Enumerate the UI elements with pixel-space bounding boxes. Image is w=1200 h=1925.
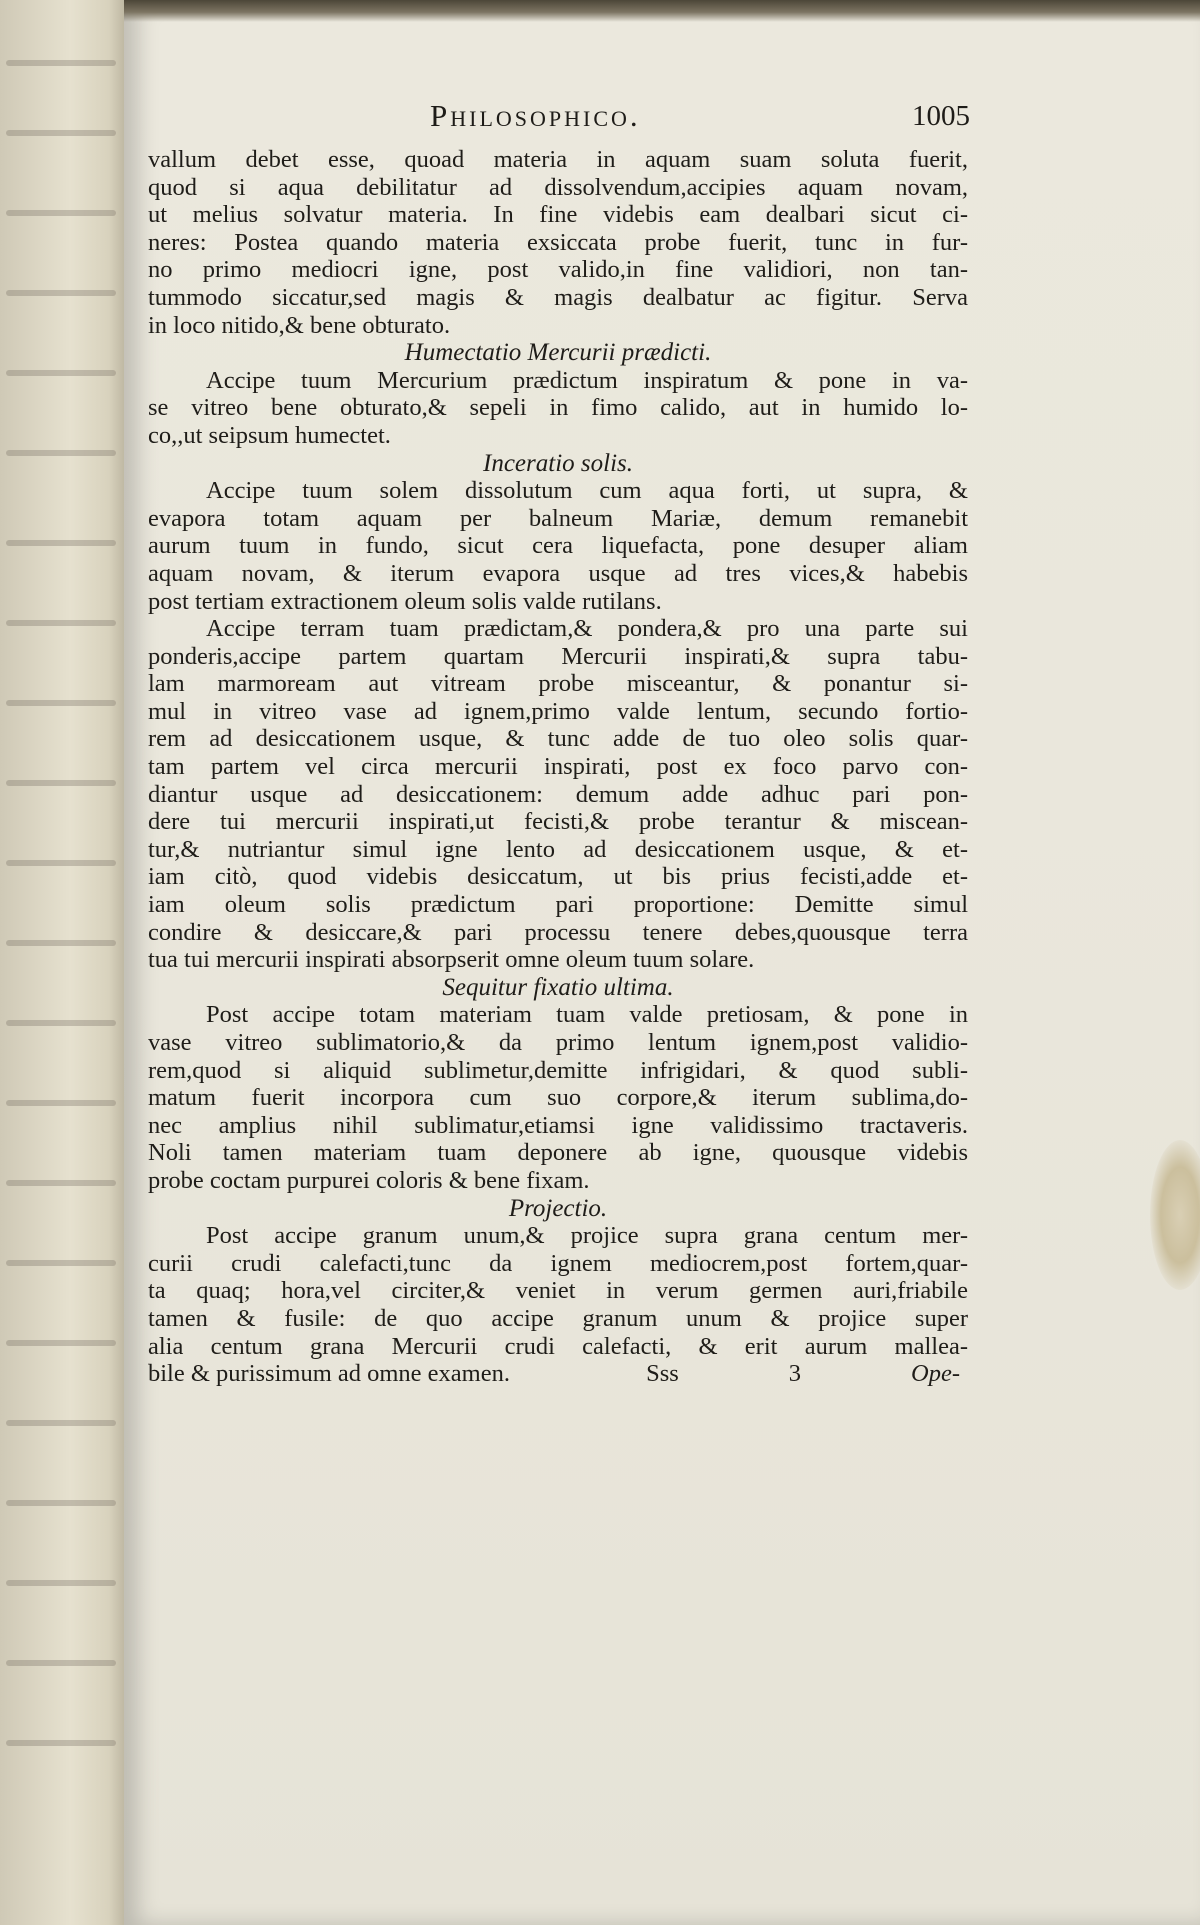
text-line: diantur usque ad desiccationem: demum adde adhuc pari pon- — [148, 780, 968, 808]
text-line: alia centum grana Mercurii crudi calefacti, & erit aurum mallea- — [148, 1332, 968, 1360]
text-line: Accipe terram tuam prædictam,& pondera,& pro una parte sui — [206, 615, 968, 643]
text-line: vase vitreo sublimatorio,& da primo lentum ignem,post validio- — [148, 1029, 968, 1056]
text-line: aurum tuum in fundo, sicut cera liquefacta, pone desuper aliam — [148, 532, 968, 560]
text-line: no primo mediocri igne, post valido,in fine validiori, non tan- — [148, 256, 968, 284]
text-line: matum fuerit incorpora cum suo corpore,& iterum sublima,do- — [148, 1084, 968, 1112]
text-line: tam partem vel circa mercurii inspirati, post ex foco parvo con- — [148, 753, 968, 781]
text-line: ponderis,accipe partem quartam Mercurii inspirati,& supra tabu- — [148, 642, 968, 670]
text-line: mul in vitreo vase ad ignem,primo valde lentum, secundo fortio- — [148, 697, 968, 725]
page-top-shadow — [124, 0, 1200, 22]
text-line: tummodo siccatur,sed magis & magis dealbatur ac figitur. Serva — [148, 283, 968, 311]
page-number: 1005 — [912, 100, 970, 132]
text-line: dere tui mercurii inspirati,ut fecisti,& probe terantur & miscean- — [148, 808, 968, 836]
text-line: ta quaq; hora,vel circiter,& veniet in verum germen auri,friabile — [148, 1277, 968, 1305]
text-line: quod si aqua debilitatur ad dissolvendum,accipies aquam novam, — [148, 173, 968, 201]
running-title: Philosophico. — [430, 98, 641, 133]
text-line: tur,& nutriantur simul igne lento ad desiccationem usque, & et- — [148, 835, 968, 863]
section-heading: Humectatio Mercurii prædicti. — [404, 339, 712, 367]
text-line: lam marmoream aut vitream probe misceantur, & ponantur si- — [148, 670, 968, 698]
text-line: bile & purissimum ad omne examen. — [148, 1360, 510, 1388]
text-line: rem,quod si aliquid sublimetur,demitte infrigidari, & quod subli- — [148, 1056, 968, 1084]
section-heading: Sequitur fixatio ultima. — [442, 973, 674, 1001]
text-line: evapora totam aquam per balneum Mariæ, demum remanebit — [148, 504, 968, 532]
text-line: post tertiam extractionem oleum solis valde rutilans. — [148, 587, 662, 615]
text-line: aquam novam, & iterum evapora usque ad tres vices,& habebis — [148, 559, 968, 587]
text-line: iam citò, quod videbis desiccatum, ut bis prius fecisti,adde et- — [148, 863, 968, 891]
facing-page-edge — [0, 0, 128, 1925]
text-line: Accipe tuum solem dissolutum cum aqua forti, ut supra, & — [206, 477, 968, 505]
text-line: vallum debet esse, quoad materia in aquam suam soluta fuerit, — [148, 146, 968, 173]
text-line: neres: Postea quando materia exsiccata probe fuerit, tunc in fur- — [148, 228, 968, 256]
catchword: Ope- — [911, 1360, 960, 1388]
section-heading: Projectio. — [508, 1194, 608, 1222]
signature-area — [646, 1360, 968, 1388]
text-line: tamen & fusile: de quo accipe granum unum & projice super — [148, 1304, 968, 1332]
text-block — [148, 146, 968, 1388]
text-line: ut melius solvatur materia. In fine videbis eam dealbari sicut ci- — [148, 201, 968, 229]
signature-number: 3 — [788, 1360, 802, 1388]
signature-mark: Sss — [646, 1360, 679, 1388]
text-line: Noli tamen materiam tuam deponere ab igne, quousque videbis — [148, 1139, 968, 1167]
text-line: Accipe tuum Mercurium prædictum inspiratum & pone in va- — [206, 366, 968, 394]
last-line-with-signature — [148, 1360, 968, 1388]
text-line: condire & desiccare,& pari processu tenere debes,quousque terra — [148, 918, 968, 946]
section-heading: Inceratio solis. — [483, 449, 633, 477]
text-line: co,,ut seipsum humectet. — [148, 421, 391, 449]
text-line: Post accipe totam materiam tuam valde pretiosam, & pone in — [206, 1001, 968, 1029]
text-line: rem ad desiccationem usque, & tunc adde de tuo oleo solis quar- — [148, 725, 968, 753]
text-line: probe coctam purpurei coloris & bene fixam. — [148, 1166, 590, 1194]
text-line: se vitreo bene obturato,& sepeli in fimo calido, aut in humido lo- — [148, 394, 968, 422]
text-line: in loco nitido,& bene obturato. — [148, 311, 451, 339]
text-line: Post accipe granum unum,& projice supra grana centum mer- — [206, 1222, 968, 1250]
text-line: tua tui mercurii inspirati absorpserit omne oleum tuum solare. — [148, 946, 755, 974]
text-line: curii crudi calefacti,tunc da ignem mediocrem,post fortem,quar- — [148, 1249, 968, 1277]
page-header — [430, 98, 970, 142]
text-line: iam oleum solis prædictum pari proportione: Demitte simul — [148, 891, 968, 919]
text-line: nec amplius nihil sublimatur,etiamsi igne validissimo tractaveris. — [148, 1111, 968, 1139]
